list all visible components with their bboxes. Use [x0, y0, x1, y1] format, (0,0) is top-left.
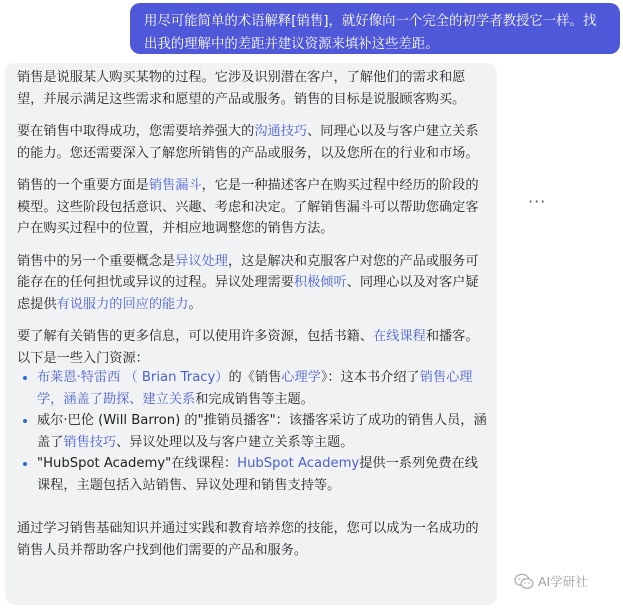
text: 威尔·巴伦 (Will Barron) 的"推销员播客"：该播客采访了成功的销售人员，涵盖了: [37, 413, 487, 450]
assistant-paragraph-4: [17, 251, 487, 316]
link-online-courses[interactable]: 在线课程: [373, 329, 426, 344]
text: ，这是解决和克服客户对您的产品或服务可能存在的任何担忧或异议的过程。异议处理需要: [17, 253, 479, 290]
assistant-paragraph-2: [17, 121, 487, 164]
text: 和完成销售等主题。: [195, 391, 314, 407]
link-communication-skills[interactable]: 沟通技巧: [254, 124, 308, 139]
assistant-paragraph-1: [17, 67, 487, 110]
text: 、同理心以及与客户建立关系的能力。您还需要深入了解您所销售的产品或服务，以及您所在的行业和市场。: [17, 124, 479, 161]
link-hubspot-academy[interactable]: HubSpot Academy: [237, 456, 360, 471]
assistant-paragraph-5: [17, 326, 487, 369]
user-message-bubble: [130, 3, 620, 54]
text: 的《销售: [228, 370, 282, 385]
text: 。: [188, 296, 202, 312]
text: 、同理心以及对客户疑虑提供: [17, 275, 479, 312]
link-persuasive-response[interactable]: 有说服力的回应的能力: [56, 296, 189, 312]
text: 销售中的另一个重要概念是: [17, 253, 176, 269]
list-item: [37, 453, 487, 496]
text: 和播客。以下是一些入门资源：: [17, 329, 479, 366]
text: 、异议处理以及与客户建立关系等主题。: [116, 434, 354, 450]
more-dots-icon: ···: [528, 192, 547, 211]
text: 提供一系列免费在线课程，主题包括入站销售、异议处理和销售支持等。: [37, 456, 478, 493]
text: 销售是说服某人购买某物的过程。它涉及识别潜在客户，了解他们的需求和愿望，并展示满足这些需求和愿望的产品或服务。销售的目标是说服顾客购买。: [17, 70, 466, 107]
text: 要了解有关销售的更多信息，可以使用许多资源，包括书籍、: [17, 329, 374, 344]
assistant-paragraph-3: [17, 175, 487, 240]
text: ，它是一种描述客户在购买过程中经历的阶段的模型。这些阶段包括意识、兴趣、考虑和决定。了解销售漏斗可以帮助您确定客户在购买过程中的位置，并相应地调整您的销售方法。: [17, 178, 479, 236]
link-brian-tracy[interactable]: 布莱恩·特雷西 （ Brian Tracy）: [37, 370, 229, 385]
link-sales-funnel[interactable]: 销售漏斗: [148, 178, 202, 193]
link-active-listening[interactable]: 积极倾听: [293, 275, 347, 290]
link-psychology[interactable]: 心理学: [281, 370, 321, 385]
text: 销售的一个重要方面是: [17, 178, 149, 193]
user-message-text: 用尽可能简单的术语解释[销售]，就好像向一个完全的初学者教授它一样。找出我的理解中的差距并建议资源来填补这些差距。: [144, 14, 597, 52]
watermark: [514, 572, 588, 590]
list-item: [37, 367, 487, 410]
assistant-message-bubble: [5, 63, 497, 605]
text: 要在销售中取得成功，您需要培养强大的: [17, 124, 255, 139]
list-item: [37, 410, 487, 453]
link-objection-handling[interactable]: 异议处理: [175, 253, 228, 269]
spacer: [17, 496, 487, 518]
link-sales-psychology[interactable]: 销售心理学，涵盖了勘探、建立关系: [37, 370, 473, 407]
assistant-closing: [17, 518, 487, 561]
resource-list: [17, 367, 487, 496]
more-options-button[interactable]: [528, 194, 546, 210]
link-sales-skills[interactable]: 销售技巧: [63, 434, 117, 450]
text: 通过学习销售基础知识并通过实践和教育培养您的技能，您可以成为一名成功的销售人员并帮助客户找到他们需要的产品和服务。: [17, 521, 479, 558]
watermark-text: AI学研社: [538, 574, 588, 589]
text: 》：这本书介绍了: [320, 370, 420, 385]
wechat-icon: [514, 573, 534, 590]
text: "HubSpot Academy"在线课程：: [37, 456, 238, 471]
